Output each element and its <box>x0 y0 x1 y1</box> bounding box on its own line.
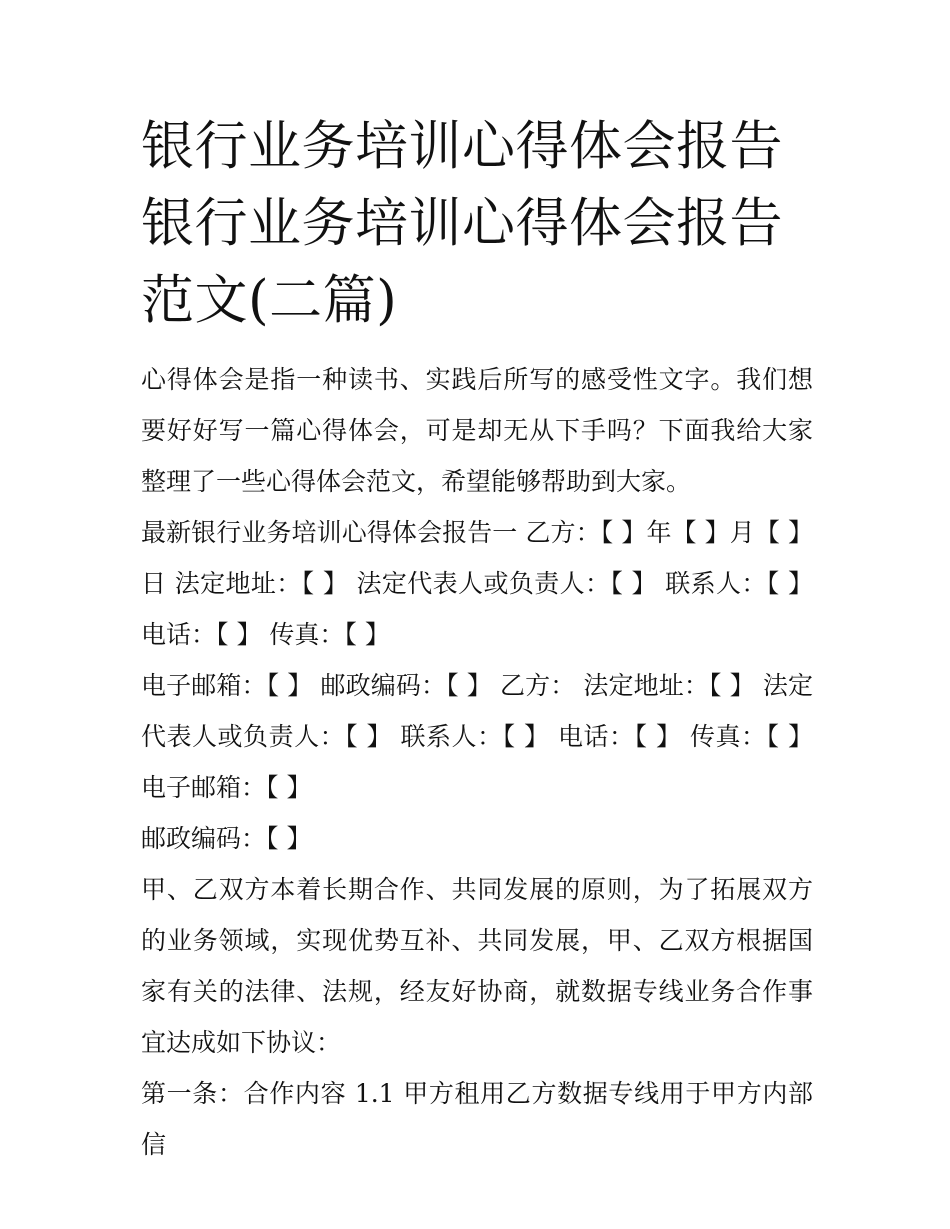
postal-code-paragraph: 邮政编码：【 】 <box>141 824 312 853</box>
agreement-preamble-paragraph: 甲、乙双方本着长期合作、共同发展的原则，为了拓展双方的业务领域，实现优势互补、共同发展，甲、乙双方根据国家有关的法律、法规，经友好协商，就数据专线业务合作事宜达成如下协议： <box>141 875 813 1057</box>
article-one-paragraph: 第一条：合作内容 1.1 甲方租用乙方数据专线用于甲方内部信 <box>141 1079 813 1159</box>
party-info-paragraph: 最新银行业务培训心得体会报告一 乙方：【 】年【 】月【 】日 法定地址：【 】 法定代表人或负责人：【 】 联系人：【 】 电话：【 】 传真：【 】 <box>141 518 813 649</box>
contact-info-paragraph: 电子邮箱：【 】 邮政编码：【 】 乙方： 法定地址：【 】 法定代表人或负责人：【 】 联系人：【 】 电话：【 】 传真：【 】 电子邮箱：【 】 <box>141 671 813 802</box>
document-page <box>141 108 813 1170</box>
document-title: 银行业务培训心得体会报告 银行业务培训心得体会报告范文(二篇) <box>141 116 783 331</box>
intro-paragraph: 心得体会是指一种读书、实践后所写的感受性文字。我们想要好好写一篇心得体会，可是却无从下手吗？下面我给大家整理了一些心得体会范文，希望能够帮助到大家。 <box>141 365 813 496</box>
